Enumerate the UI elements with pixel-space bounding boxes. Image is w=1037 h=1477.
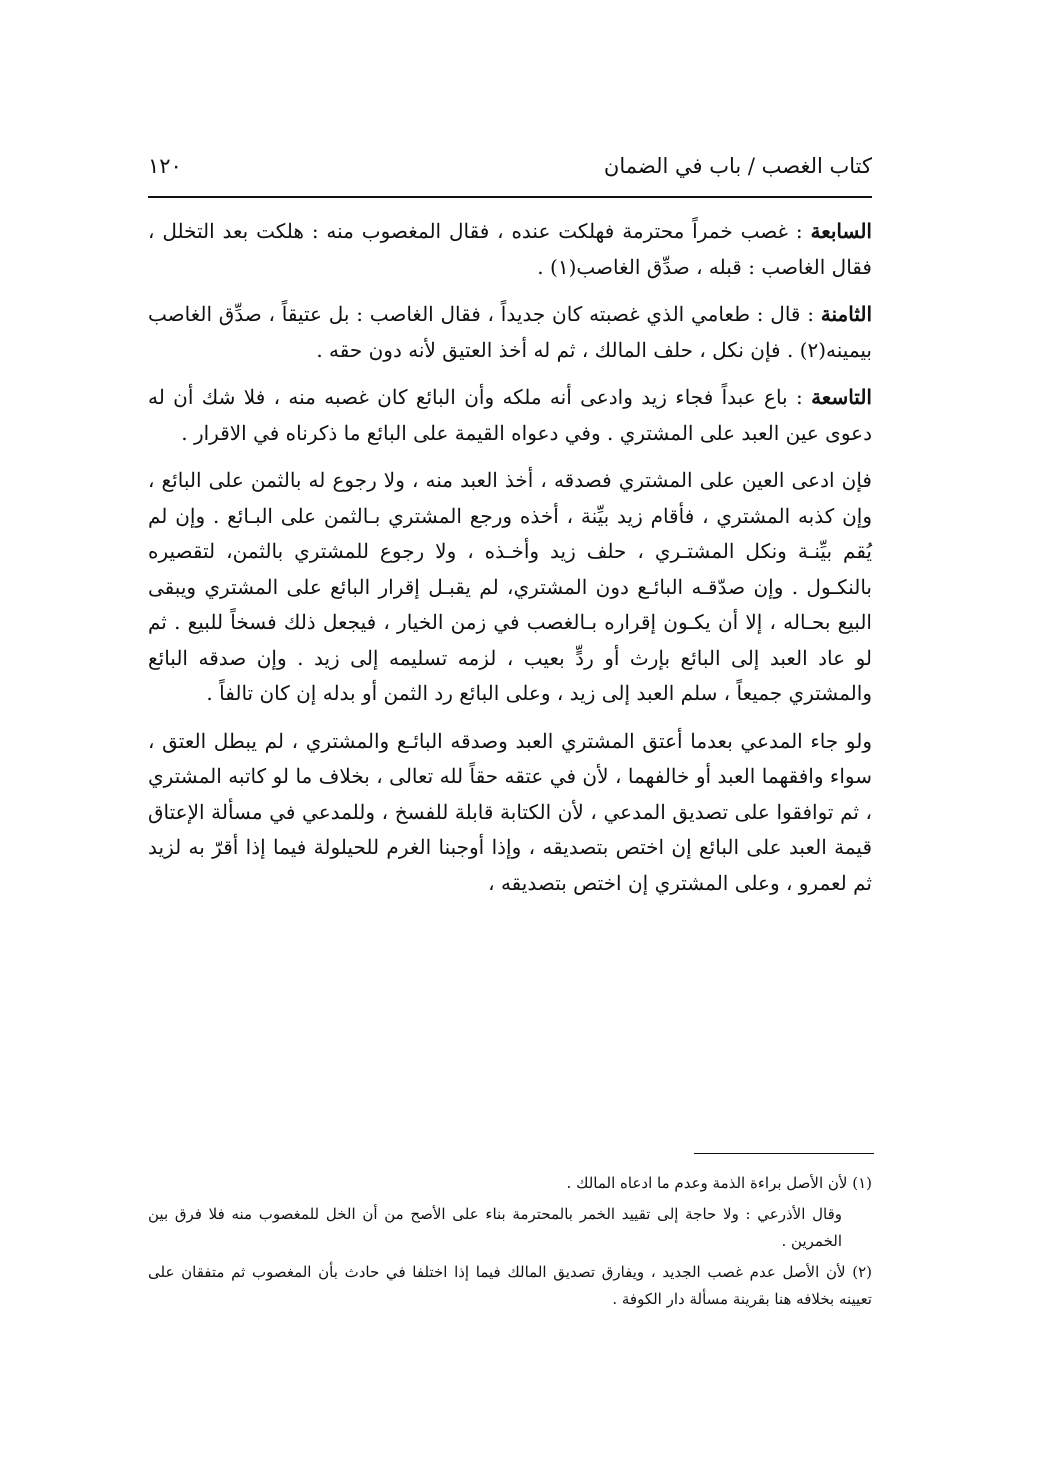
paragraph-claim-on-buyer <box>148 463 872 712</box>
paragraph-text: : قال : طعامي الذي غصبته كان جديداً ، فقال الغاصب : بل عتيقاً ، صدِّق الغاصب بيمينه(٢) . فإن نكل ، حلف المالك ، ثم له أخذ العتيق لأنه دون حقه . <box>148 302 872 362</box>
paragraph-lead: السابعة <box>810 219 872 243</box>
header-rule <box>148 196 872 198</box>
footnote-rule <box>694 1153 874 1154</box>
footnote-2: (٢) لأن الأصل عدم غصب الجديد ، ويفارق تصديق المالك فيما إذا اختلفا في حادث بأن المغصوب ثم متفقان على تعيينه بخلافه هنا بقرينة مسألة دار الكوفة . <box>148 1263 872 1308</box>
paragraph-text: : غصب خمراً محترمة فهلكت عنده ، فقال المغصوب منه : هلكت بعد التخلل ، فقال الغاصب : قبله ، صدِّق الغاصب(١) . <box>148 219 872 279</box>
footnotes <box>148 1170 872 1317</box>
paragraph-ninth <box>148 380 872 451</box>
footnote-1-continuation: وقال الأذرعي : ولا حاجة إلى تقييد الخمر بالمحترمة بناء على الأصح من أن الخل للمغصوب منه فلا فرق بين الخمرين . <box>148 1205 842 1250</box>
paragraph-emancipation <box>148 724 872 902</box>
paragraph-lead: الثامنة <box>820 302 872 326</box>
paragraph-seventh <box>148 214 872 285</box>
running-header <box>148 148 872 194</box>
paragraph-text: : باع عبداً فجاء زيد وادعى أنه ملكه وأن البائع كان غصبه منه ، فلا شك أن له دعوى عين العبد على المشتري . وفي دعواه القيمة على البائع ما ذكرناه في الاقرار . <box>148 385 872 445</box>
paragraph-lead: التاسعة <box>811 385 872 409</box>
paragraph-eighth <box>148 297 872 368</box>
page-number: ١٢٠ <box>148 154 182 178</box>
paragraph-text: ولو جاء المدعي بعدما أعتق المشتري العبد وصدقه البائـع والمشتري ، لم يبطل العتق ، سواء وافقهما العبد أو خالفهما ، لأن في عتقه حقاً لله تعالى ، بخلاف ما لو كاتبه المشتري ، ثم توافقوا على تصديق المدعي ، لأن الكتابة قابلة للفسخ ، وللمدعي في مسألة الإعتاق قيمة العبد على البائع إن اختص بتصديقه ، وإذا أوجبنا الغرم للحيلولة فيما إذا أقرّ به لزيد ثم لعمرو ، وعلى المشتري إن اختص بتصديقه ، <box>148 728 872 895</box>
main-text <box>148 214 872 913</box>
header-title: كتاب الغصب / باب في الضمان <box>603 154 872 178</box>
footnote-1: (١) لأن الأصل براءة الذمة وعدم ما ادعاه المالك . <box>566 1174 872 1192</box>
paragraph-text: فإن ادعى العين على المشتري فصدقه ، أخذ العبد منه ، ولا رجوع له بالثمن على البائع ، وإن كذبه المشتري ، فأقام زيد بيِّنة ، أخذه ورجع المشتري بـالثمن على البـائع . وإن لم يُقم بيِّنـة ونكل المشتـري ، حلف زيد وأخـذه ، ولا رجوع للمشتري بالثمن، لتقصيره بالنكـول . وإن صدّقـه البائـع دون المشتري، لم يقبـل إقرار البائع على المشتري ويبقى البيع بحـاله ، إلا أن يكـون إقراره بـالغصب في زمن الخيار ، فيجعل ذلك فسخاً للبيع . ثم لو عاد العبد إلى البائع بإرث أو ردٍّ بعيب ، لزمه تسليمه إلى زيد . وإن صدقه البائع والمشتري جميعاً ، سلم العبد إلى زيد ، وعلى البائع رد الثمن أو بدله إن كان تالفاً . <box>148 468 872 705</box>
